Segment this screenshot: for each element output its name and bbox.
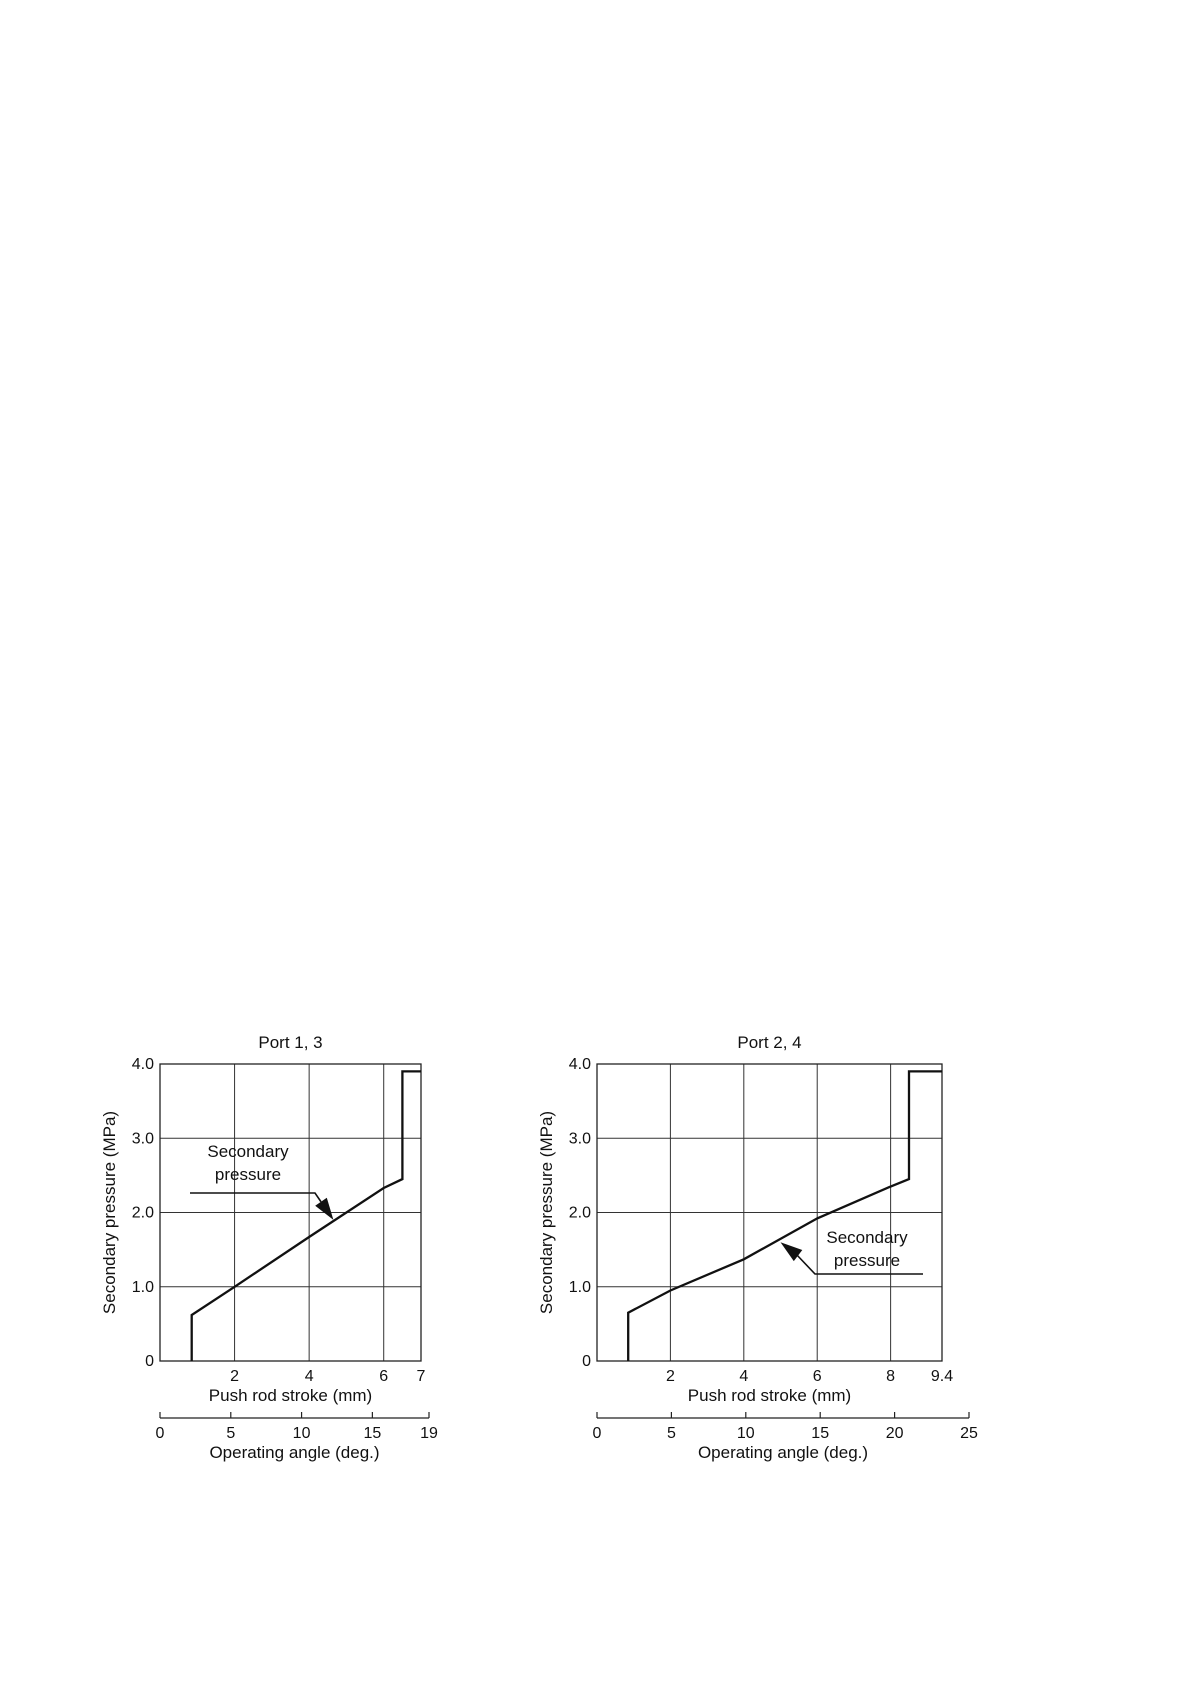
angle-tick-label: 5 — [666, 1425, 676, 1442]
angle-tick-label: 19 — [420, 1425, 438, 1442]
angle-tick-label: 5 — [226, 1425, 236, 1442]
operating-angle-label: Operating angle (deg.) — [697, 1443, 869, 1462]
chart-title: Port 1, 3 — [258, 1033, 323, 1052]
x-tick-label: 4 — [739, 1368, 749, 1385]
y-tick-label: 2.0 — [568, 1204, 591, 1222]
y-tick-label: 3.0 — [568, 1130, 591, 1148]
x-tick-label: 6 — [379, 1368, 389, 1385]
y-tick-label: 3.0 — [131, 1130, 154, 1148]
angle-tick-label: 25 — [960, 1425, 978, 1442]
angle-tick-label: 15 — [363, 1425, 382, 1442]
y-tick-label: 2.0 — [131, 1204, 154, 1222]
annotation-text: pressure — [833, 1251, 901, 1270]
x-tick-label: 6 — [812, 1368, 822, 1385]
angle-tick-label: 20 — [885, 1425, 904, 1442]
chart-1 — [100, 1033, 438, 1462]
angle-tick-label: 0 — [155, 1425, 165, 1442]
angle-tick-label: 10 — [736, 1425, 755, 1442]
x-tick-label: 9.4 — [930, 1368, 954, 1385]
x-tick-label: 2 — [230, 1368, 240, 1385]
annotation-text: Secondary — [207, 1142, 289, 1161]
y-tick-label: 4.0 — [568, 1056, 591, 1073]
x-tick-label: 8 — [886, 1368, 896, 1385]
angle-tick-label: 10 — [292, 1425, 311, 1442]
annotation-leader-line — [190, 1193, 321, 1202]
annotation-text: Secondary — [826, 1228, 908, 1247]
angle-tick-label: 15 — [811, 1425, 830, 1442]
chart-2 — [537, 1033, 978, 1462]
operating-angle-label: Operating angle (deg.) — [209, 1443, 380, 1462]
x-axis-label: Push rod stroke (mm) — [687, 1386, 852, 1405]
chart-title: Port 2, 4 — [737, 1033, 802, 1052]
x-tick-label: 2 — [665, 1368, 675, 1385]
y-tick-label: 0 — [145, 1353, 154, 1370]
y-tick-label: 0 — [582, 1353, 591, 1370]
annotation-arrowhead — [315, 1198, 333, 1220]
angle-tick-label: 0 — [592, 1425, 602, 1442]
pressure-curve — [192, 1071, 421, 1361]
y-axis-label: Secondary pressure (MPa) — [100, 1110, 119, 1315]
pressure-curve — [628, 1071, 942, 1361]
y-tick-label: 4.0 — [131, 1056, 154, 1073]
x-tick-label: 4 — [304, 1368, 314, 1385]
y-tick-label: 1.0 — [568, 1278, 591, 1296]
y-tick-label: 1.0 — [131, 1278, 154, 1296]
x-tick-label: 7 — [416, 1368, 426, 1385]
x-axis-label: Push rod stroke (mm) — [208, 1386, 373, 1405]
annotation-text: pressure — [214, 1165, 282, 1184]
y-axis-label: Secondary pressure (MPa) — [537, 1110, 556, 1315]
